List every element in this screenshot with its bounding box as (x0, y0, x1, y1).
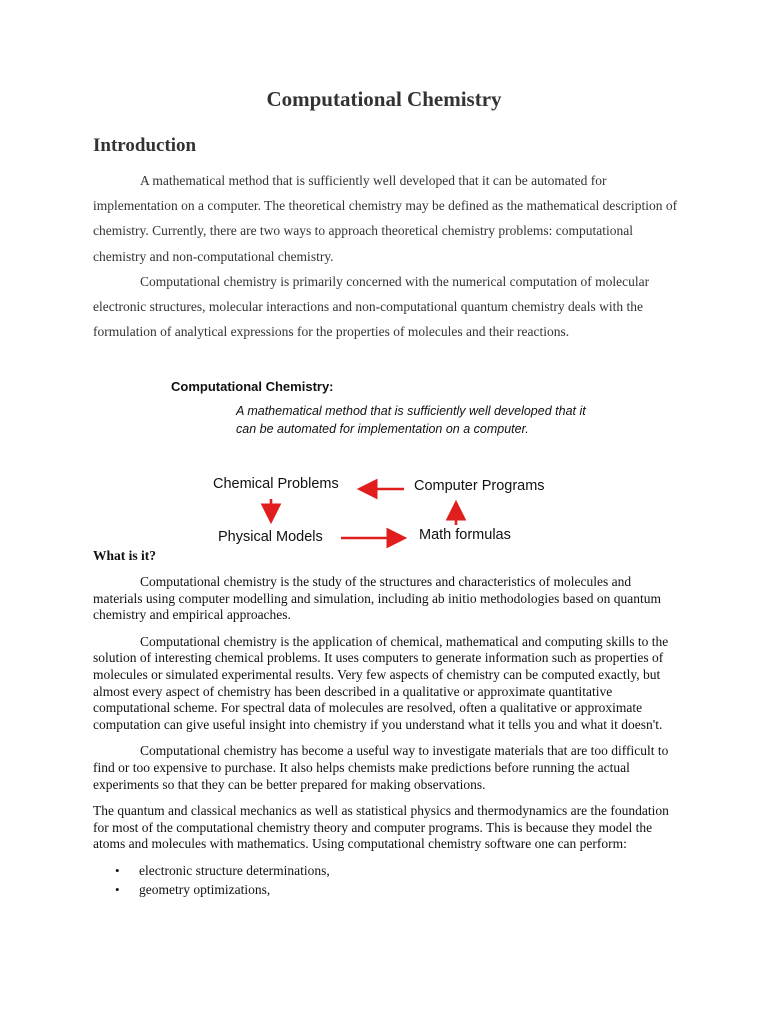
body-paragraph-2: Computational chemistry is the application of chemical, mathematical and computing skills to the solution of interesting chemical problems. It uses computers to generate information such as properties of molecules or simulated experimental results. Very few aspects of chemistry can be computed exactly, but almost every aspect of chemistry has been described in a qualitative or approximate quantitative computational scheme. For spectral data of molecules are resolved, often a qualitative or approximate computation can give useful insight into chemistry if you understand what it tells you and what it doesn't. (93, 633, 669, 732)
intro-paragraph-2: Computational chemistry is primarily concerned with the numerical computation of molecular electronic structures, molecular interactions and non-computational quantum chemistry deals with the formulation of analytical expressions for the properties of molecules and their reactions. (93, 273, 650, 340)
diagram-definition: A mathematical method that is sufficiently well developed that it can be automated for implementation on a computer. (236, 404, 586, 436)
list-item (115, 862, 678, 880)
introduction-section (93, 168, 678, 344)
body-paragraph-1: Computational chemistry is the study of the structures and characteristics of molecules and materials using computer modelling and simulation, including ab initio methodologies based on quantum chemistry and empirical approaches. (93, 574, 662, 623)
list-item-text: geometry optimizations, (139, 881, 271, 897)
bullet-icon: • (115, 881, 120, 897)
node-math-formulas: Math formulas (419, 527, 511, 543)
node-computer-programs: Computer Programs (414, 478, 545, 494)
node-chemical-problems: Chemical Problems (213, 476, 339, 492)
diagram-arrows (160, 375, 600, 550)
page-title: Computational Chemistry (266, 87, 502, 111)
node-physical-models: Physical Models (218, 529, 323, 545)
body-paragraph-3: Computational chemistry has become a useful way to investigate materials that are too difficult to find or too expensive to purchase. It also helps chemists make predictions before running the actual experiments so that they can be better prepared for making observations. (93, 743, 669, 792)
what-is-it-section (93, 574, 678, 900)
capability-list (93, 863, 678, 898)
introduction-heading: Introduction (93, 135, 197, 156)
what-is-it-heading: What is it? (93, 548, 157, 563)
bullet-icon: • (115, 862, 120, 878)
diagram-heading: Computational Chemistry: (171, 379, 334, 394)
computational-chemistry-diagram (160, 375, 600, 550)
body-paragraph-4: The quantum and classical mechanics as well as statistical physics and thermodynamics are the foundation for most of the computational chemistry theory and computer programs. This is because they model the atoms and molecules with mathematics. Using computational chemistry software one can perform: (93, 803, 669, 852)
list-item (115, 881, 678, 899)
intro-paragraph-1: A mathematical method that is sufficiently well developed that it can be automated for implementation on a computer. The theoretical chemistry may be defined as the mathematical description of chemistry. Currently, there are two ways to approach theoretical chemistry problems: computational chemistry and non-computational chemistry. (93, 173, 678, 264)
list-item-text: electronic structure determinations, (139, 862, 330, 878)
